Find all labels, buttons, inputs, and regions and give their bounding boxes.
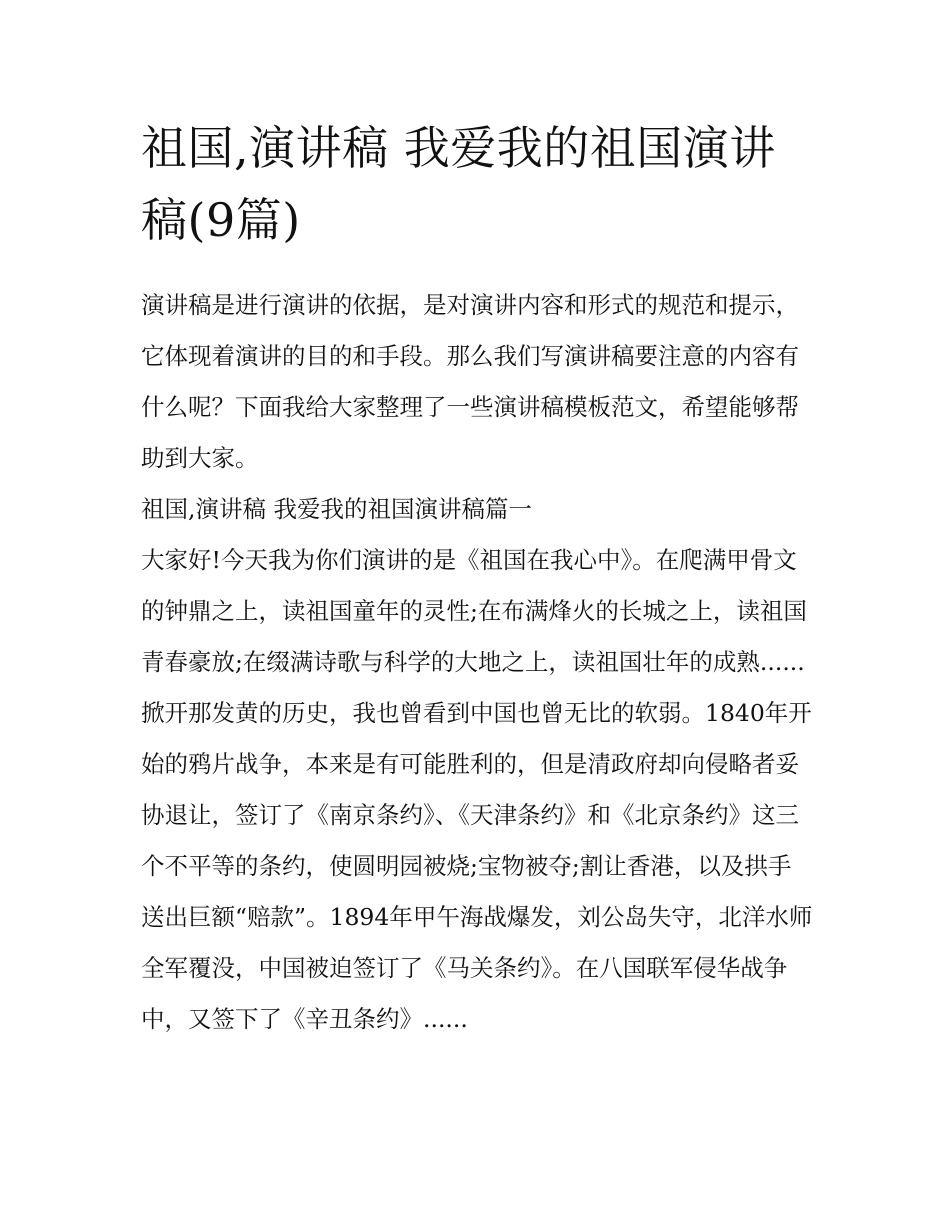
document-title: 祖国,演讲稿 我爱我的祖国演讲稿(9篇) bbox=[141, 121, 776, 247]
document-page bbox=[141, 112, 813, 1045]
body-paragraph: 大家好!今天我为你们演讲的是《祖国在我心中》。在爬满甲骨文的钟鼎之上，读祖国童年的灵性;在布满烽火的长城之上，读祖国青春豪放;在缀满诗歌与科学的大地之上，读祖国壮年的成熟...... bbox=[141, 546, 807, 676]
body-paragraph: 掀开那发黄的历史，我也曾看到中国也曾无比的软弱。1840年开始的鸦片战争，本来是有可能胜利的，但是清政府却向侵略者妥协退让，签订了《南京条约》、《天津条约》和《北京条约》这三个不平等的条约，使圆明园被烧;宝物被夺;割让香港，以及拱手送出巨额“赔款”。1894年甲午海战爆发，刘公岛失守，北洋水师全军覆没，中国被迫签订了《马关条约》。在八国联军侵华战争中，又签下了《辛丑条约》...... bbox=[141, 699, 813, 1033]
document-body bbox=[141, 280, 813, 1045]
section-heading: 祖国,演讲稿 我爱我的祖国演讲稿篇一 bbox=[141, 495, 532, 523]
intro-paragraph: 演讲稿是进行演讲的依据，是对演讲内容和形式的规范和提示，它体现着演讲的目的和手段。那么我们写演讲稿要注意的内容有什么呢？下面我给大家整理了一些演讲稿模板范文，希望能够帮助到大家。 bbox=[141, 291, 799, 472]
